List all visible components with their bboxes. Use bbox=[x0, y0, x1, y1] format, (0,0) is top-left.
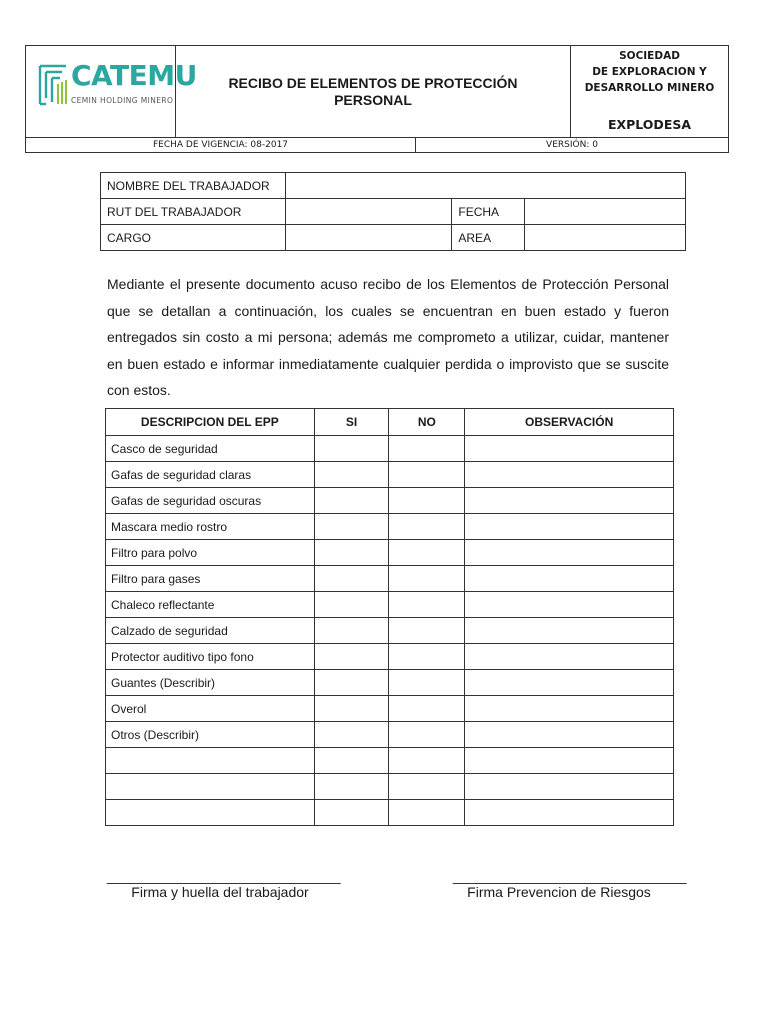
observation-cell[interactable] bbox=[465, 722, 674, 748]
epp-item-description: Gafas de seguridad oscuras bbox=[106, 488, 315, 514]
observation-cell[interactable] bbox=[465, 436, 674, 462]
table-row bbox=[106, 774, 674, 800]
observation-cell[interactable] bbox=[465, 566, 674, 592]
area-field[interactable] bbox=[525, 225, 686, 251]
table-row bbox=[106, 514, 674, 540]
worker-signature bbox=[107, 868, 341, 900]
column-header-description: DESCRIPCION DEL EPP bbox=[106, 409, 315, 436]
no-cell[interactable] bbox=[389, 592, 465, 618]
si-cell[interactable] bbox=[314, 748, 389, 774]
observation-cell[interactable] bbox=[465, 800, 674, 826]
title-cell bbox=[176, 46, 571, 137]
observation-cell[interactable] bbox=[465, 540, 674, 566]
si-cell[interactable] bbox=[314, 618, 389, 644]
observation-cell[interactable] bbox=[465, 488, 674, 514]
observation-cell[interactable] bbox=[465, 644, 674, 670]
table-row bbox=[106, 540, 674, 566]
epp-item-description: Chaleco reflectante bbox=[106, 592, 315, 618]
area-label: AREA bbox=[452, 225, 525, 251]
epp-item-description bbox=[106, 774, 315, 800]
header-meta-row bbox=[26, 137, 728, 152]
table-row bbox=[106, 722, 674, 748]
observation-cell[interactable] bbox=[465, 748, 674, 774]
position-label: CARGO bbox=[101, 225, 286, 251]
epp-item-description: Calzado de seguridad bbox=[106, 618, 315, 644]
no-cell[interactable] bbox=[389, 670, 465, 696]
no-cell[interactable] bbox=[389, 540, 465, 566]
catemu-logo bbox=[38, 59, 197, 120]
table-row bbox=[106, 462, 674, 488]
epp-table-body bbox=[106, 436, 674, 826]
table-row bbox=[106, 670, 674, 696]
logo-subtitle: CEMIN HOLDING MINERO bbox=[71, 96, 174, 105]
logo-cell bbox=[26, 46, 197, 137]
si-cell[interactable] bbox=[314, 462, 389, 488]
si-cell[interactable] bbox=[314, 722, 389, 748]
no-cell[interactable] bbox=[389, 514, 465, 540]
worker-name-field[interactable] bbox=[285, 173, 685, 199]
position-field[interactable] bbox=[285, 225, 452, 251]
epp-item-description bbox=[106, 800, 315, 826]
no-cell[interactable] bbox=[389, 436, 465, 462]
worker-rut-field[interactable] bbox=[285, 199, 452, 225]
table-row bbox=[106, 618, 674, 644]
observation-cell[interactable] bbox=[465, 618, 674, 644]
acknowledgment-paragraph: Mediante el presente documento acuso recibo de los Elementos de Protección Personal que se detallan a continuación, los cuales se encuentran en buen estado y fueron entregados sin costo a mi persona; además me comprometo a utilizar, cuidar, mantener en buen estado e informar inmediatamente cualquier perdida o improvisto que se suscite con estos. bbox=[107, 276, 669, 399]
epp-table bbox=[105, 408, 674, 826]
no-cell[interactable] bbox=[389, 696, 465, 722]
date-field[interactable] bbox=[525, 199, 686, 225]
signature-line: ______________________________ bbox=[453, 868, 687, 884]
validity-date: FECHA DE VIGENCIA: 08-2017 bbox=[26, 138, 416, 153]
no-cell[interactable] bbox=[389, 566, 465, 592]
si-cell[interactable] bbox=[314, 644, 389, 670]
epp-item-description: Otros (Describir) bbox=[106, 722, 315, 748]
table-row bbox=[106, 696, 674, 722]
company-name: SOCIEDAD DE EXPLORACION Y DESARROLLO MINERO bbox=[584, 50, 715, 94]
company-abbreviation: EXPLODESA bbox=[607, 117, 692, 132]
signature-line: ______________________________ bbox=[107, 868, 341, 884]
si-cell[interactable] bbox=[314, 436, 389, 462]
worker-name-label: NOMBRE DEL TRABAJADOR bbox=[101, 173, 286, 199]
column-header-no: NO bbox=[389, 409, 465, 436]
no-cell[interactable] bbox=[389, 748, 465, 774]
table-row bbox=[106, 800, 674, 826]
prevention-signature-label: Firma Prevencion de Riesgos bbox=[467, 884, 651, 900]
table-row bbox=[101, 225, 686, 251]
date-label: FECHA bbox=[452, 199, 525, 225]
company-cell bbox=[571, 46, 728, 137]
epp-item-description: Guantes (Describir) bbox=[106, 670, 315, 696]
document-header bbox=[25, 45, 729, 153]
observation-cell[interactable] bbox=[465, 670, 674, 696]
table-row bbox=[101, 199, 686, 225]
prevention-signature bbox=[453, 868, 687, 900]
table-row bbox=[106, 566, 674, 592]
table-row bbox=[106, 488, 674, 514]
epp-item-description: Protector auditivo tipo fono bbox=[106, 644, 315, 670]
logo-name: CATEMU bbox=[71, 59, 197, 92]
si-cell[interactable] bbox=[314, 488, 389, 514]
worker-signature-label: Firma y huella del trabajador bbox=[131, 884, 309, 900]
si-cell[interactable] bbox=[314, 774, 389, 800]
no-cell[interactable] bbox=[389, 644, 465, 670]
column-header-si: SI bbox=[314, 409, 389, 436]
version: VERSIÓN: 0 bbox=[546, 140, 598, 150]
no-cell[interactable] bbox=[389, 800, 465, 826]
table-row bbox=[106, 644, 674, 670]
worker-info-table bbox=[100, 172, 686, 251]
no-cell[interactable] bbox=[389, 462, 465, 488]
si-cell[interactable] bbox=[314, 514, 389, 540]
epp-item-description: Casco de seguridad bbox=[106, 436, 315, 462]
catemu-emblem-icon bbox=[38, 62, 68, 106]
worker-rut-label: RUT DEL TRABAJADOR bbox=[101, 199, 286, 225]
observation-cell[interactable] bbox=[465, 514, 674, 540]
table-row bbox=[101, 173, 686, 199]
observation-cell[interactable] bbox=[465, 592, 674, 618]
epp-item-description: Gafas de seguridad claras bbox=[106, 462, 315, 488]
no-cell[interactable] bbox=[389, 722, 465, 748]
observation-cell[interactable] bbox=[465, 774, 674, 800]
document-title: RECIBO DE ELEMENTOS DE PROTECCIÓN PERSONAL bbox=[228, 74, 518, 108]
no-cell[interactable] bbox=[389, 618, 465, 644]
table-row bbox=[106, 592, 674, 618]
epp-item-description: Filtro para gases bbox=[106, 566, 315, 592]
observation-cell[interactable] bbox=[465, 462, 674, 488]
observation-cell[interactable] bbox=[465, 696, 674, 722]
si-cell[interactable] bbox=[314, 800, 389, 826]
epp-item-description: Overol bbox=[106, 696, 315, 722]
si-cell[interactable] bbox=[314, 592, 389, 618]
table-row bbox=[106, 436, 674, 462]
epp-header-row bbox=[106, 409, 674, 436]
si-cell[interactable] bbox=[314, 696, 389, 722]
si-cell[interactable] bbox=[314, 566, 389, 592]
table-row bbox=[106, 748, 674, 774]
no-cell[interactable] bbox=[389, 488, 465, 514]
epp-item-description bbox=[106, 748, 315, 774]
epp-item-description: Filtro para polvo bbox=[106, 540, 315, 566]
epp-item-description: Mascara medio rostro bbox=[106, 514, 315, 540]
no-cell[interactable] bbox=[389, 774, 465, 800]
si-cell[interactable] bbox=[314, 540, 389, 566]
column-header-observation: OBSERVACIÓN bbox=[465, 409, 674, 436]
si-cell[interactable] bbox=[314, 670, 389, 696]
